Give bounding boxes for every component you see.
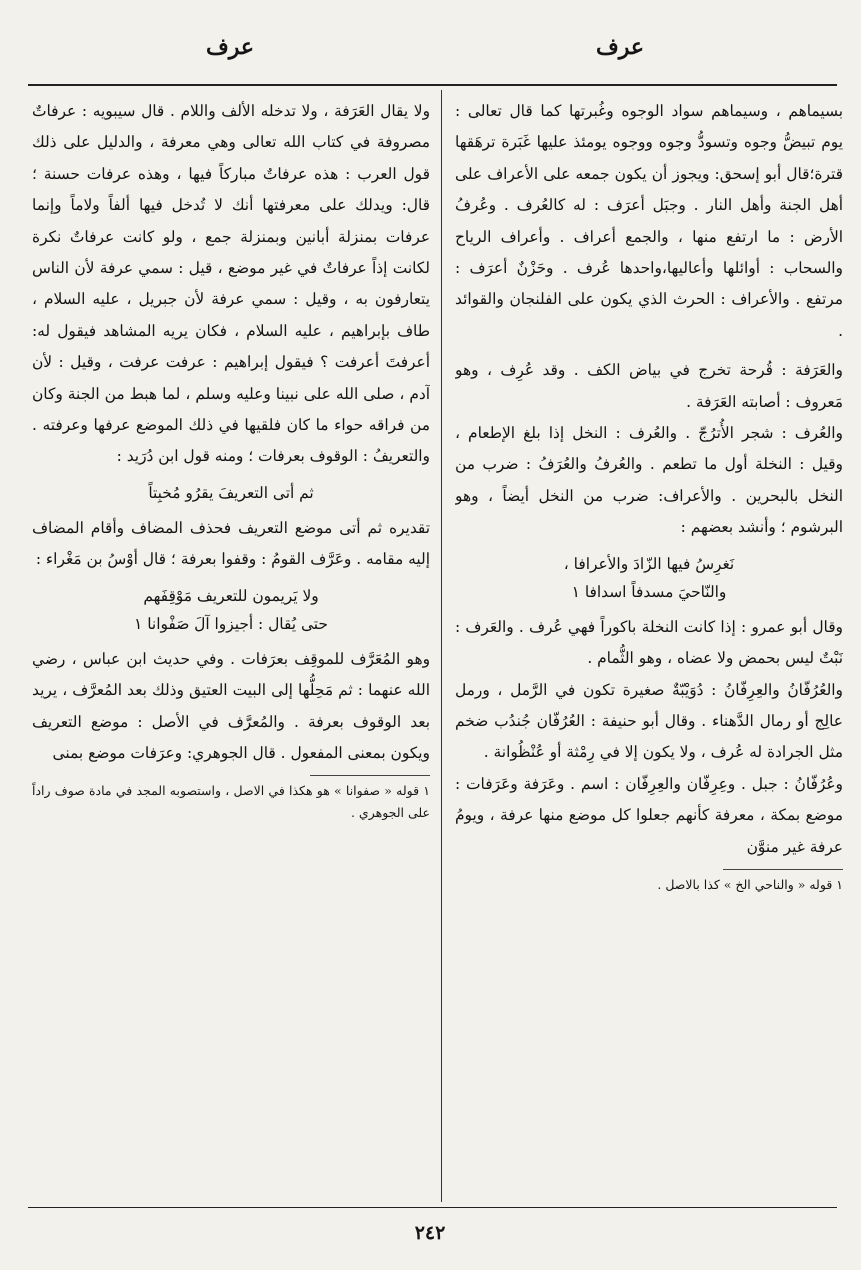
verse-line: حتى يُقال : أجيزوا آلَ صَفْوانا ١ <box>134 614 328 633</box>
header-rule <box>28 84 837 86</box>
paragraph: بسيماهم ، وسيماهم سواد الوجوه وغُبرتها كما قال تعالى : يوم تبيضُّ وجوه وتسودُّ وجوه ووجوه يومئذ عليها غَبَرة ترهَقها قترة؛قال أبو إسحق: ويجوز أن يكون جمعه على الأعراف على أهل الجنة وأهل النار . وجبَل أعرَف : له كالعُرف . وعُرفُ الأرض : ما ارتفع منها ، والجمع أعراف . وأعراف الرياح والسحاب : أوائلها وأعاليها،واحدها عُرف . وحَزْنٌ أعرَف : مرتفع . والأعراف : الحرث الذي يكون على الفلنجان والقوائد . <box>455 102 843 340</box>
paragraph: والعُرف : شجر الأُترُجّ . والعُرف : النخل إذا بلغ الإطعام ، وقيل : النخلة أول ما تطعم . والعُرفُ والعُرَفُ : ضرب من النخل بالبحرين . والأعراف: ضرب من النخل أيضاً ، وهو البرشوم ؛ وأنشد بعضهم : <box>455 424 843 537</box>
footnote: ١ قوله « والناحي الخ » كذا بالاصل . <box>657 876 843 892</box>
left-column <box>32 96 430 1204</box>
verse <box>32 582 430 638</box>
verse <box>32 479 430 507</box>
verse-line: ثم أتى التعريفَ يقرُو مُخبِتاً <box>148 483 314 502</box>
page-number: ٢٤٢ <box>414 1222 446 1244</box>
header-word-left: عرف <box>205 34 255 60</box>
paragraph: وقال أبو عمرو : إذا كانت النخلة باكوراً فهي عُرف . والعَرف : نَبْتٌ ليس بحمض ولا عضاه ، وهو الثُّمام . <box>455 617 843 668</box>
verse-line: والنّاحيَ مسدفاً اسدافا ١ <box>571 582 727 601</box>
footnote-rule <box>723 869 843 870</box>
paragraph: والعَرَفة : قُرحة تخرج في بياض الكف . وقد عُرِف ، وهو مَعروف : أصابته العَرَفة . <box>455 361 843 411</box>
paragraph: ولا يقال العَرَفة ، ولا تدخله الألف واللام . قال سيبويه : عرفاتٌ مصروفة في كتاب الله تعالى وهي معرفة ، والدليل على ذلك قول العرب : هذه عرفاتٌ مباركاً فيها ، وهذه عرفات حسنة ؛ قال: ويدلك على معرفتها أنك لا تُدخل فيها ألفاً ولاماً وإنما عرفات بمنزلة أبانين وبمنزلة جمع ، ولو كانت عرفاتٌ نكرة لكانت إذاً عرفاتٌ في غير موضع ، قيل : سمي عرفة لأن الناس يتعارفون به ، وقيل : سمي عرفة لأن جبريل ، عليه السلام ، طاف بإبراهيم ، عليه السلام ، فكان يريه المشاهد فيقول له: أعرفتَ أعرفت ؟ فيقول إبراهيم : عرفت عرفت ، وقيل : لأن آدم ، صلى الله على نبينا وعليه وسلم ، لما هبط من الجنة وكان من فراقه حواء ما كان فلقيها في ذلك الموضع عرفها وعرفته . والتعريفُ : الوقوف بعرفات ؛ ومنه قول ابن دُرَيد : <box>32 102 430 466</box>
footer-rule <box>28 1207 837 1208</box>
column-divider <box>441 90 442 1202</box>
verse <box>455 550 843 606</box>
footnote-rule <box>310 775 430 776</box>
verse-line: نَغرِسُ فيها الزّادَ والأعرافا ، <box>563 554 735 573</box>
verse-line: ولا يَريمون للتعريف مَوْقِفَهم <box>143 586 319 605</box>
footnote: ١ قوله « صفوانا » هو هكذا في الاصل ، واستصوبه المجد في مادة صوف راداً على الجوهري . <box>32 783 430 821</box>
right-column <box>455 96 843 1204</box>
paragraph: والعُرُفّانُ والعِرِفّانُ : دُوَيْبّةٌ صغيرة تكون في الرَّمل ، ورمل عالِج أو رمال الدَّهناء . وقال أبو حنيفة : العُرُفّان جُندُب ضخم مثل الجرادة له عُرف ، ولا يكون إلا في رِمْثة أو عُنْظُوانة . <box>455 680 843 762</box>
paragraph: وعُرُفّانُ : جبل . وعِرِفّان والعِرِفّان : اسم . وعَرَفة وعَرَفات : موضع بمكة ، معرفة كأنهم جعلوا كل موضع منها عرفة ، ويومُ عرفة غير منوَّن <box>455 774 843 856</box>
header-word-right: عرف <box>595 34 645 60</box>
paragraph: تقديره ثم أتى موضع التعريف فحذف المضاف وأقام المضاف إليه مقامه . وعَرَّف القومُ : وقفوا بعرفة ؛ قال أوْسُ بن مَغْراء : <box>32 518 430 569</box>
paragraph: وهو المُعَرَّف للموقِف بعرَفات . وفي حديث ابن عباس ، رضي الله عنهما : ثم مَحِلُّها إلى البيت العتيق وذلك بعد المُعرَّف ، يريد بعد الوقوف بعرفة . والمُعرَّف في الأصل : موضع التعريف ويكون بمعنى المفعول . قال الجوهري: وعرَفات موضع بمنى <box>32 649 430 762</box>
